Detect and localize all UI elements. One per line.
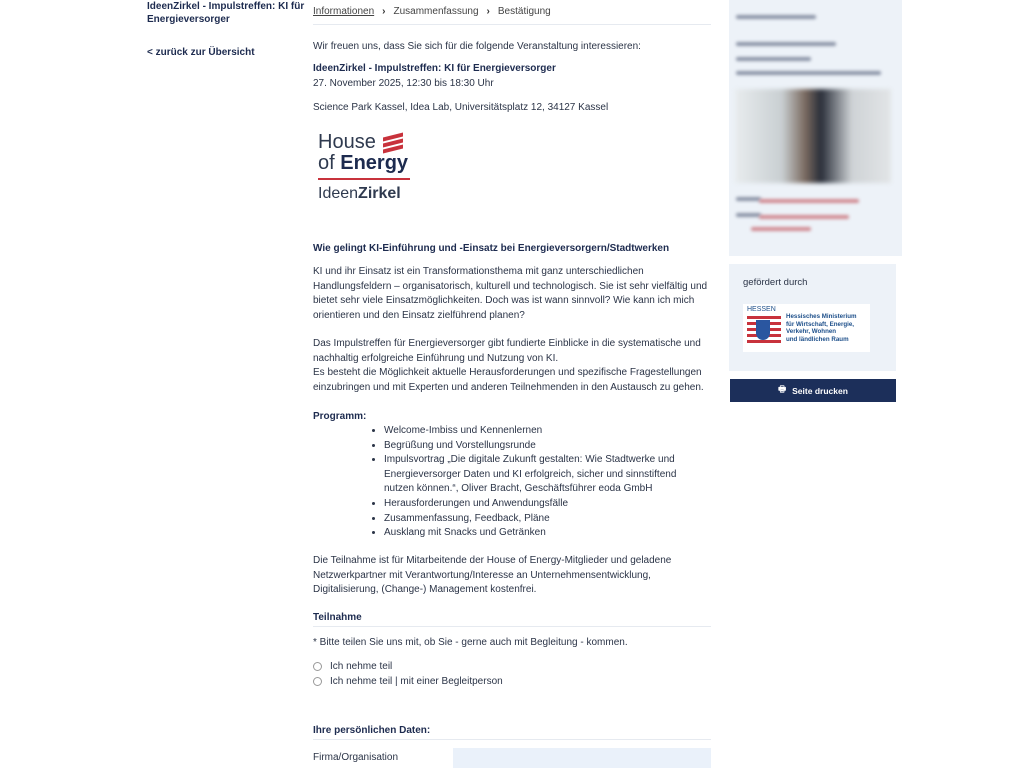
- personal-data-heading: Ihre persönlichen Daten:: [313, 725, 711, 740]
- chevron-right-icon: ›: [382, 6, 386, 17]
- step-informationen[interactable]: Informationen: [313, 6, 375, 17]
- radio-icon[interactable]: [313, 677, 322, 686]
- participation-text: Die Teilnahme ist für Mitarbeitende der House of Energy-Mitglieder und geladene Netzwerkpartner mit Verantwortung/Interesse an Unternehmensentwicklung, Digitalisierung, (Change-) Management kostenfrei.: [313, 555, 672, 596]
- list-item: • Impulsvortrag „Die digitale Zukunft gestalten: Wie Stadtwerke und Energieversorger Daten und KI erfolgreich, sicher und sinnstiftend nutzen können.“, Oliver Bracht, Geschäftsführer eoda GmbH: [384, 453, 704, 497]
- step-zusammenfassung: Zusammenfassung: [393, 6, 479, 17]
- event-title-sidebar: IdeenZirkel - Impulstreffen: KI für Energieversorger: [147, 1, 305, 25]
- program-label: Programm:: [313, 411, 367, 422]
- list-item: • Herausforderungen und Anwendungsfälle: [384, 497, 704, 512]
- event-location: Science Park Kassel, Idea Lab, Universitätsplatz 12, 34127 Kassel: [313, 102, 609, 113]
- contact-photo: [735, 89, 891, 183]
- list-item: • Welcome-Imbiss und Kennenlernen: [384, 424, 704, 439]
- list-item: • Zusammenfassung, Feedback, Pläne: [384, 512, 704, 527]
- coat-of-arms-icon: [756, 320, 770, 340]
- firma-label: Firma/Organisation: [313, 752, 399, 763]
- list-item: • Begrüßung und Vorstellungsrunde: [384, 439, 704, 454]
- step-bestaetigung: Bestätigung: [497, 6, 551, 17]
- funded-by-label: gefördert durch: [743, 277, 808, 288]
- list-item: • Ausklang mit Snacks und Getränken: [384, 526, 704, 541]
- printer-icon: 🖶: [778, 383, 787, 394]
- chevron-right-icon: ›: [486, 6, 490, 17]
- radio-ich-nehme-teil[interactable]: Ich nehme teil: [313, 659, 503, 674]
- logo-stripes-icon: [383, 133, 403, 153]
- print-page-button[interactable]: 🖶 Seite drucken: [730, 379, 896, 402]
- program-list: [384, 424, 704, 541]
- firma-input[interactable]: [453, 748, 711, 768]
- breadcrumb: [313, 6, 711, 25]
- event-title: IdeenZirkel - Impulstreffen: KI für Energieversorger: [313, 63, 556, 74]
- back-to-overview-link[interactable]: < zurück zur Übersicht: [147, 47, 255, 58]
- teilnahme-heading: Teilnahme: [313, 612, 711, 627]
- paragraph-2b: Es besteht die Möglichkeit aktuelle Herausforderungen und spezifische Fragestellungen einzubringen und mit Experten und anderen Teilnehmenden in den Austausch zu gehen.: [313, 367, 704, 393]
- house-of-energy-logo: House of Energy IdeenZirkel: [318, 131, 409, 202]
- intro-text: Wir freuen uns, dass Sie sich für die folgende Veranstaltung interessieren:: [313, 41, 641, 52]
- teilnahme-note: * Bitte teilen Sie uns mit, ob Sie - gerne auch mit Begleitung - kommen.: [313, 637, 628, 648]
- radio-mit-begleitperson[interactable]: Ich nehme teil | mit einer Begleitperson: [313, 674, 503, 689]
- hessen-ministry-logo: HESSEN Hessisches Ministerium für Wirtschaft, Energie, Verkehr, Wohnen und ländlichen Raum: [743, 304, 870, 352]
- paragraph-1: KI und ihr Einsatz ist ein Transformationsthema mit ganz unterschiedlichen Handlungsfeldern – organisatorisch, kulturell und technologisch. Sie ist sehr vielfältig und bietet sehr viele Einsatzmöglichkeiten. Doch was ist wann sinnvoll? Wie kann ich mich orientieren und den Einsatz zielführend planen?: [313, 266, 708, 321]
- paragraph-2a: Das Impulstreffen für Energieversorger gibt fundierte Einblicke in die systematische und nachhaltig erfolgreiche Einführung und Nutzung von KI.: [313, 338, 701, 364]
- event-date: 27. November 2025, 12:30 bis 18:30 Uhr: [313, 78, 494, 89]
- radio-icon[interactable]: [313, 662, 322, 671]
- section-heading: Wie gelingt KI-Einführung und -Einsatz bei Energieversorgern/Stadtwerken: [313, 243, 670, 254]
